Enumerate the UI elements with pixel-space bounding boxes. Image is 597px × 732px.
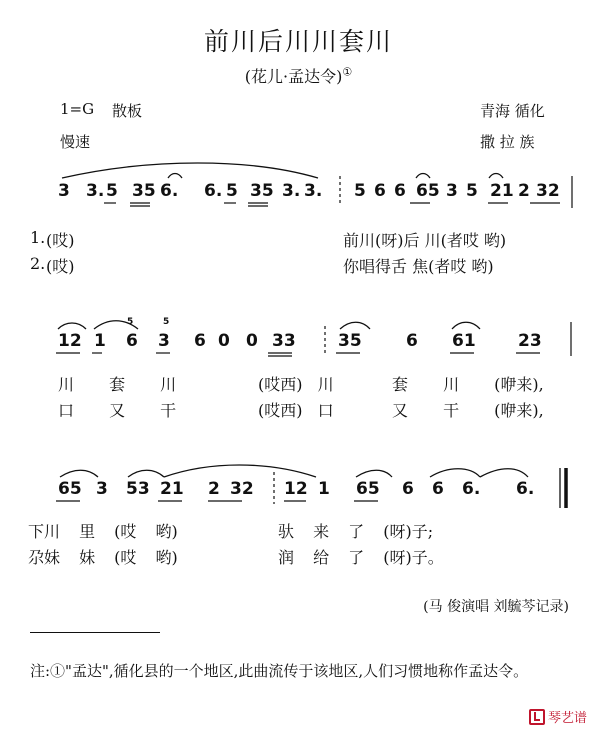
tempo: 慢速 [60, 133, 91, 151]
note: 6. [160, 181, 179, 201]
note: 33 [272, 331, 296, 351]
note: 5 [466, 181, 478, 201]
note: 32 [536, 181, 560, 201]
note: 5 [106, 181, 118, 201]
note: 3 [158, 331, 170, 351]
footnote: 注:①"孟达",循化县的一个地区,此曲流传于该地区,人们习惯地称作孟达令。 [30, 662, 529, 680]
note: 21 [490, 181, 514, 201]
lyric-text: 尕妹 妹 (哎 哟) [28, 548, 178, 567]
tempo-mark: 散板 [112, 102, 143, 120]
note: 6 [394, 181, 406, 201]
verse-number: 2. [30, 254, 46, 273]
footnote-divider [30, 632, 160, 633]
lyric-text: (哎西) 口 [258, 401, 334, 420]
note: 6 [402, 479, 414, 499]
note: 0 [246, 331, 258, 351]
note: 65 [356, 479, 380, 499]
lyric-text: 前川(呀)后 川(者哎 哟) [343, 231, 507, 250]
note: 6 [194, 331, 206, 351]
note: 6. [516, 479, 535, 499]
note: 5 [354, 181, 366, 201]
lyric-text: 川 套 川 [58, 375, 177, 394]
note: 6 [406, 331, 418, 351]
lyric-text: 你唱得舌 焦(者哎 哟) [343, 257, 494, 276]
note: 3 [58, 181, 70, 201]
note: 1 [318, 479, 330, 499]
page-subtitle: (花儿·孟达令)① [244, 65, 353, 86]
note: 35 [250, 181, 274, 201]
note: 35 [338, 331, 362, 351]
page-title: 前川后川川套川 [203, 27, 393, 56]
site-logo: 琴艺谱 [529, 707, 587, 726]
note: 12 [58, 331, 82, 351]
note: 61 [452, 331, 476, 351]
grace-note: 5 [127, 317, 134, 327]
note: 3. [86, 181, 105, 201]
footnote-mark: ① [342, 65, 353, 79]
note: 2 [208, 479, 220, 499]
lyric-text: 套 川 (咿来), [392, 375, 544, 394]
note: 5 [226, 181, 238, 201]
grace-note: 5 [163, 317, 170, 327]
lyric-text: (哎) [46, 257, 75, 276]
verse-number: 1. [30, 228, 46, 247]
note: 21 [160, 479, 184, 499]
note: 6 [374, 181, 386, 201]
note: 6. [204, 181, 223, 201]
note: 65 [58, 479, 82, 499]
note: 3 [446, 181, 458, 201]
lyric-text: 下川 里 (哎 哟) [28, 522, 178, 541]
note: 65 [416, 181, 440, 201]
key-signature: 1=G [60, 100, 95, 118]
note: 2 [518, 181, 530, 201]
note: 6 [432, 479, 444, 499]
note: 32 [230, 479, 254, 499]
note: 6 [126, 331, 138, 351]
note: 6. [462, 479, 481, 499]
lyric-text: 又 干 (咿来), [392, 401, 544, 420]
lyric-text: (哎) [46, 231, 75, 250]
note: 3. [282, 181, 301, 201]
lyric-text: 润 给 了 (呀)子。 [278, 548, 444, 567]
note: 12 [284, 479, 308, 499]
performer-credit: (马 俊演唱 刘毓芩记录) [423, 599, 569, 615]
note: 35 [132, 181, 156, 201]
lyric-text: 口 又 干 [58, 401, 177, 420]
lyric-text: 驮 来 了 (呀)子; [278, 522, 434, 541]
lyric-text: (哎西) 川 [258, 375, 334, 394]
logo-icon [529, 709, 545, 725]
note: 23 [518, 331, 542, 351]
note: 53 [126, 479, 150, 499]
note: 3. [304, 181, 323, 201]
ethnicity: 撒 拉 族 [480, 133, 535, 151]
region: 青海 循化 [480, 102, 545, 120]
note: 1 [94, 331, 106, 351]
note: 0 [218, 331, 230, 351]
note: 3 [96, 479, 108, 499]
